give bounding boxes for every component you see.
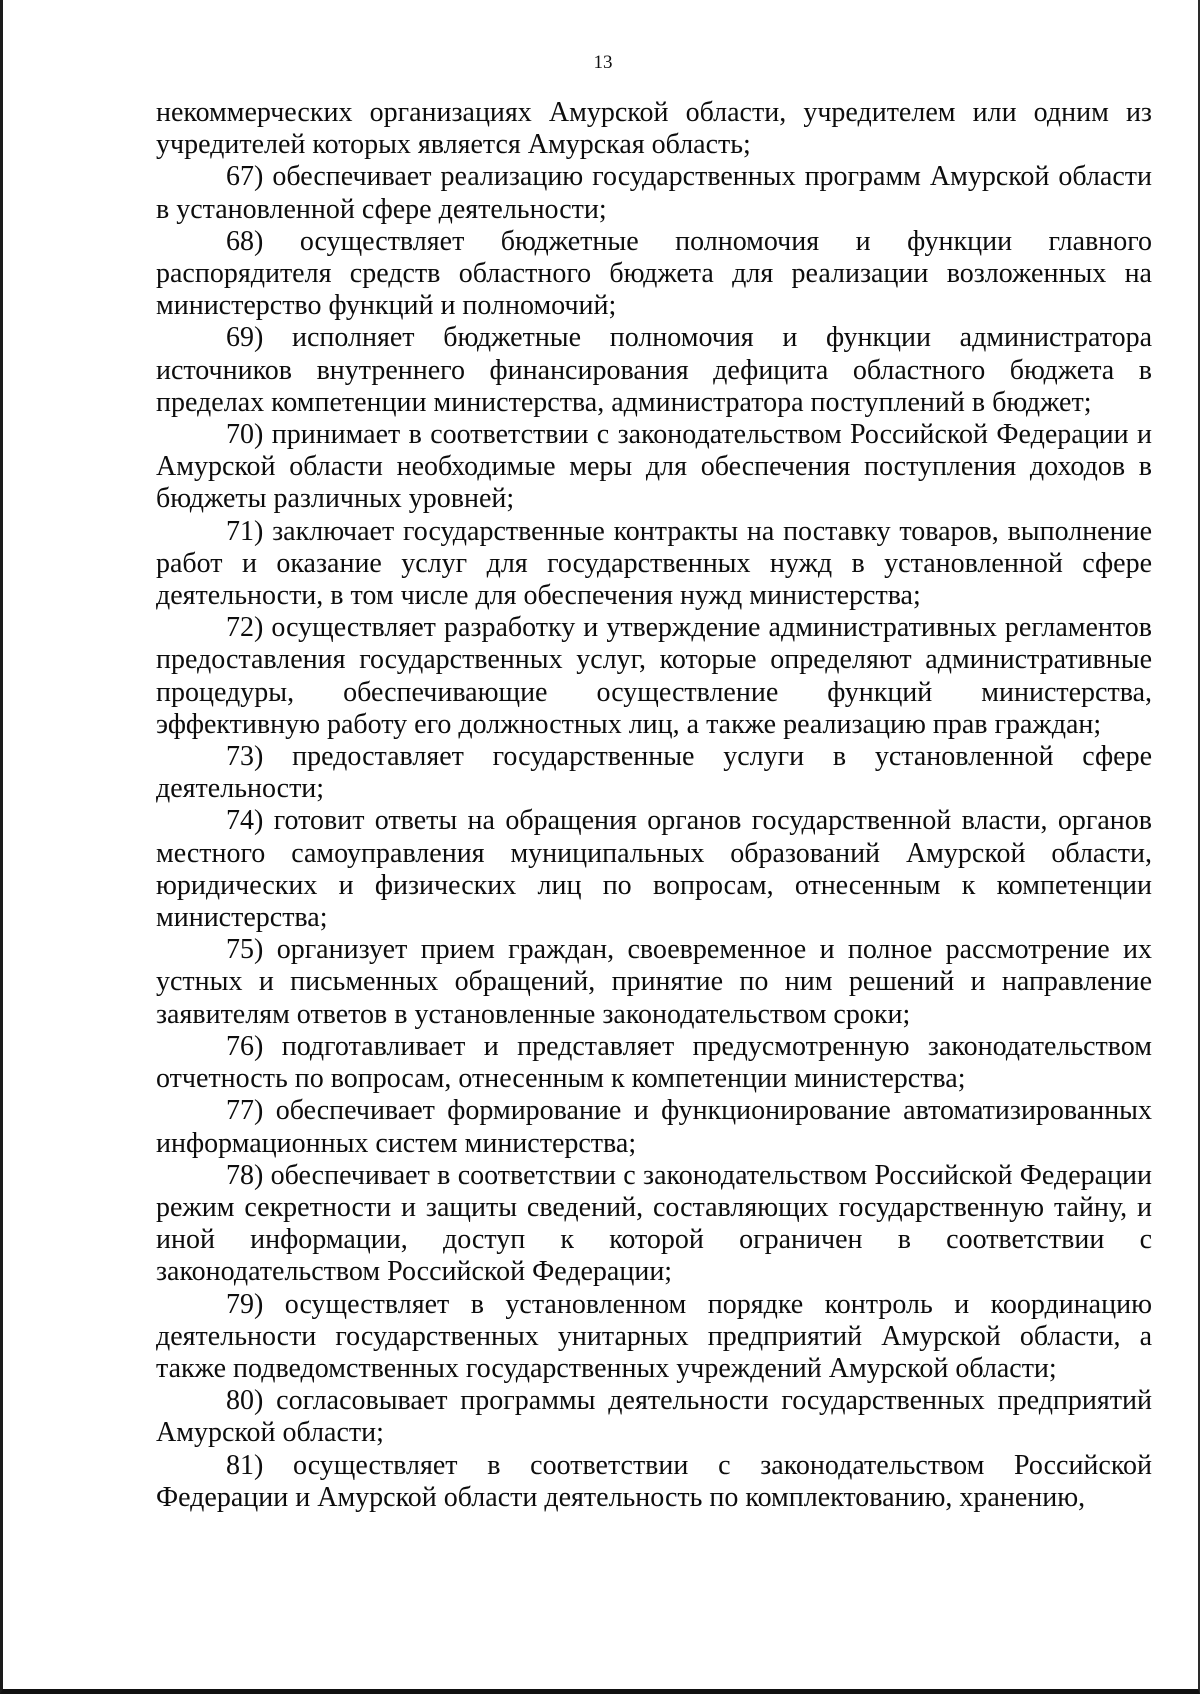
item-number: 78): [226, 1159, 264, 1191]
list-item-81: [156, 1450, 1152, 1514]
item-text: согласовывает программы деятельности государственных предприятий Амурской области;: [156, 1385, 1152, 1449]
list-item-80: [156, 1385, 1152, 1449]
item-text: осуществляет в установленном порядке контроль и координацию деятельности государственных унитарных предприятий Амурской области, а также подведомственных государственных учреждений Амурской области;: [156, 1288, 1153, 1384]
item-text: подготавливает и представляет предусмотренную законодательством отчетность по вопросам, отнесенным к компетенции министерства;: [156, 1030, 1152, 1095]
item-text: предоставляет государственные услуги в установленной сфере деятельности;: [156, 741, 1152, 805]
item-number: 80): [226, 1385, 264, 1417]
item-number: 79): [226, 1288, 264, 1320]
item-number: 77): [226, 1095, 264, 1127]
list-item-73: [156, 741, 1152, 805]
item-text: обеспечивает реализацию государственных программ Амурской области в установленной сфере деятельности;: [156, 161, 1152, 225]
item-number: 67): [226, 161, 264, 193]
item-text: осуществляет в соответствии с законодательством Российской Федерации и Амурской области деятельность по комплектованию, хранению,: [156, 1449, 1153, 1513]
item-number: 69): [226, 322, 264, 354]
item-number: 72): [226, 612, 264, 644]
list-item-67: [156, 161, 1152, 225]
page-number: 13: [593, 52, 613, 73]
item-text: осуществляет бюджетные полномочия и функции главного распорядителя средств областного бюджета для реализации возложенных на министерство функций и полномочий;: [156, 225, 1153, 322]
list-item-72: [156, 612, 1152, 741]
list-item-74: [156, 805, 1152, 934]
item-text: заключает государственные контракты на поставку товаров, выполнение работ и оказание услуг для государственных нужд в установленной сфере деятельности, в том числе для обеспечения нужд министерства;: [156, 515, 1153, 612]
item-number: 74): [226, 805, 264, 837]
item-number: 75): [226, 934, 264, 966]
continuation-paragraph: некоммерческих организациях Амурской области, учредителем или одним из учредителей которых является Амурская область;: [156, 97, 1152, 161]
item-text: осуществляет разработку и утверждение административных регламентов предоставления государственных услуг, которые определяют административные процедуры, обеспечивающие осуществление функций министерства, эффективную работу его должностных лиц, а также реализацию прав граждан;: [156, 612, 1153, 740]
item-number: 70): [226, 419, 264, 451]
list-item-70: [156, 419, 1152, 516]
item-text: исполняет бюджетные полномочия и функции администратора источников внутреннего финансирования дефицита областного бюджета в пределах компетенции министерства, администратора поступлений в бюджет;: [156, 322, 1152, 418]
item-number: 76): [226, 1030, 264, 1062]
item-text: обеспечивает формирование и функционирование автоматизированных информационных систем министерства;: [156, 1095, 1152, 1159]
list-item-77: [156, 1095, 1152, 1159]
item-text: принимает в соответствии с законодательством Российской Федерации и Амурской области необходимые меры для обеспечения поступления доходов в бюджеты различных уровней;: [156, 419, 1152, 515]
list-item-75: [156, 934, 1152, 1031]
item-number: 73): [226, 741, 264, 773]
item-text: готовит ответы на обращения органов государственной власти, органов местного самоуправления муниципальных образований Амурской области, юридических и физических лиц по вопросам, отнесенным к компетенции министерства;: [156, 805, 1152, 934]
item-number: 68): [226, 225, 264, 257]
item-number: 71): [226, 515, 264, 547]
list-item-78: [156, 1160, 1152, 1289]
item-text: организует прием граждан, своевременное и полное рассмотрение их устных и письменных обращений, принятие по ним решений и направление заявителям ответов в установленные законодательством сроки;: [156, 934, 1152, 1030]
list-item-69: [156, 322, 1152, 419]
document-body: [156, 97, 1152, 1514]
list-item-76: [156, 1031, 1152, 1095]
item-text: обеспечивает в соответствии с законодательством Российской Федерации режим секретности и защиты сведений, составляющих государственную тайну, и иной информации, доступ к которой ограничен в соответствии с законодательством Российской Федерации;: [156, 1159, 1153, 1288]
item-number: 81): [226, 1449, 264, 1481]
list-item-71: [156, 516, 1152, 613]
list-item-79: [156, 1289, 1152, 1386]
list-item-68: [156, 226, 1152, 323]
